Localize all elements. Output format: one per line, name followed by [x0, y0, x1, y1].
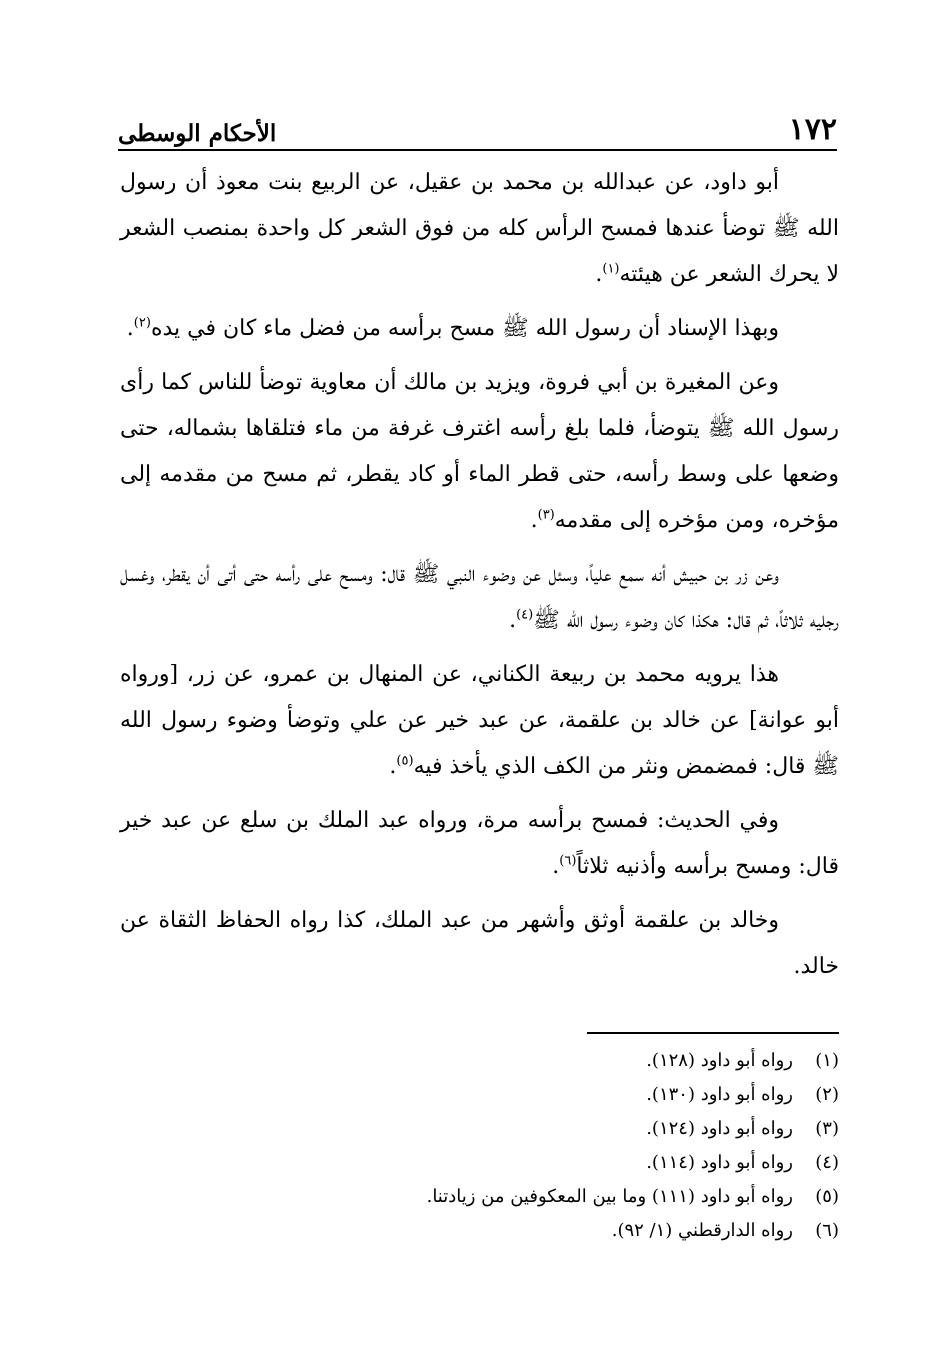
footnote-number: (١) — [815, 1050, 839, 1071]
footnote-item — [120, 1146, 839, 1180]
paragraph-text: وبهذا الإسناد أن رسول الله ﷺ مسح برأسه من فضل ماء كان في يده — [150, 316, 779, 341]
paragraph-4 — [120, 552, 839, 644]
paragraph-1 — [120, 160, 839, 298]
paragraph-end: . — [509, 608, 517, 633]
paragraph-7 — [120, 898, 839, 990]
footnote-item — [120, 1214, 839, 1248]
footnote-reference: (٢) — [133, 315, 151, 331]
footnote-item — [120, 1180, 839, 1214]
paragraph-end: . — [552, 854, 560, 879]
paragraph-end: . — [530, 508, 538, 533]
paragraph-2 — [120, 306, 839, 352]
footnotes — [120, 1044, 839, 1248]
footnote-reference: (١) — [602, 261, 620, 277]
paragraph-end: . — [126, 316, 134, 341]
paragraph-end: . — [389, 754, 397, 779]
footnote-item — [120, 1044, 839, 1078]
footnote-text: رواه أبو داود (١٣٠). — [646, 1084, 793, 1105]
running-title: الأحكام الوسطى — [118, 120, 277, 147]
paragraph-text: هذا يرويه محمد بن ربيعة الكناني، عن المنهال بن عمرو، عن زر، [ورواه أبو عوانة] عن خالد بن علقمة، عن عبد خير عن علي وتوضأ وضوء رسول الله ﷺ قال: فمضمض ونثر من الكف الذي يأخذ فيه — [120, 662, 839, 779]
paragraph-text: وفي الحديث: فمسح برأسه مرة، ورواه عبد الملك بن سلع عن عبد خير قال: ومسح برأسه وأذنيه ثلاثاً — [120, 808, 839, 879]
paragraph-3 — [120, 360, 839, 544]
footnote-number: (٤) — [815, 1152, 839, 1173]
footnote-item — [120, 1078, 839, 1112]
footnote-reference: (٣) — [537, 507, 555, 523]
footnote-text: رواه الدارقطني (١/ ٩٢). — [611, 1220, 793, 1241]
footnote-number: (٣) — [815, 1118, 839, 1139]
page-number: ١٧٢ — [788, 112, 837, 147]
footnote-text: رواه أبو داود (١١٤). — [646, 1152, 793, 1173]
paragraph-5 — [120, 652, 839, 790]
footnote-text: رواه أبو داود (١١١) وما بين المعكوفين من زيادتنا. — [426, 1186, 793, 1207]
main-text — [120, 160, 839, 998]
paragraph-end: . — [595, 262, 603, 287]
footnote-reference: (٥) — [396, 753, 414, 769]
footnote-reference: (٤) — [516, 607, 534, 623]
footnote-number: (٥) — [815, 1186, 839, 1207]
footnote-number: (٢) — [815, 1084, 839, 1105]
paragraph-text: وخالد بن علقمة أوثق وأشهر من عبد الملك، كذا رواه الحفاظ الثقاة عن خالد. — [120, 908, 839, 979]
footnote-separator — [587, 1032, 839, 1034]
paragraph-text: أبو داود، عن عبدالله بن محمد بن عقيل، عن الربيع بنت معوذ أن رسول الله ﷺ توضأ عندها فمسح الرأس كله من فوق الشعر كل واحدة بمنصب الشعر لا يحرك الشعر عن هيئته — [120, 170, 839, 287]
footnote-number: (٦) — [815, 1220, 839, 1241]
paragraph-text: وعن المغيرة بن أبي فروة، ويزيد بن مالك أن معاوية توضأ للناس كما رأى رسول الله ﷺ يتوضأ، فلما بلغ رأسه اغترف غرفة من ماء فتلقاها بشماله، حتى وضعها على وسط رأسه، حتى قطر الماء أو كاد يقطر، ثم مسح من مقدمه إلى مؤخره، ومن مؤخره إلى مقدمه — [120, 370, 839, 533]
footnote-text: رواه أبو داود (١٢٨). — [646, 1050, 793, 1071]
paragraph-6 — [120, 798, 839, 890]
footnote-text: رواه أبو داود (١٢٤). — [646, 1118, 793, 1139]
page-header — [118, 95, 837, 151]
footnote-reference: (٦) — [559, 853, 577, 869]
paragraph-text: وعن زر بن حبيش أنه سمع علياً، وسئل عن وضوء النبي ﷺ قال: ومسح على رأسه حتى أتى أن يقطر، وغسل رجليه ثلاثاً، ثم قال: هكذا كان وضوء رسول الله ﷺ — [120, 562, 839, 633]
footnote-item — [120, 1112, 839, 1146]
